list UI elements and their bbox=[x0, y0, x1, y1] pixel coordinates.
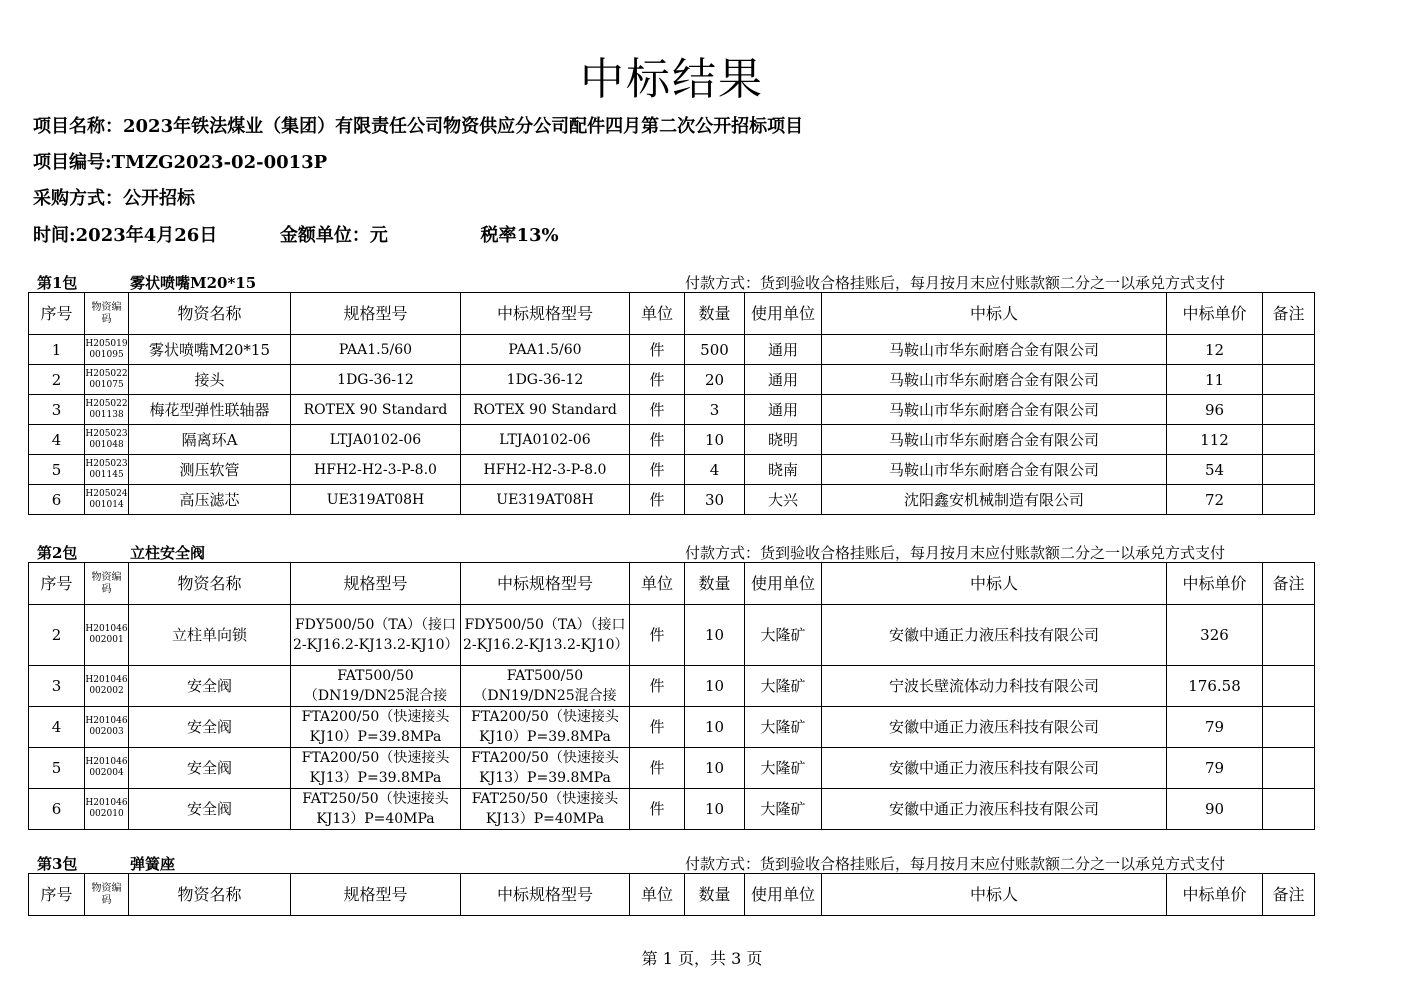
cell-material-name: 高压滤芯 bbox=[129, 485, 291, 515]
cell-unit: 件 bbox=[630, 365, 685, 395]
cell-material-code: H205022 001075 bbox=[85, 365, 129, 395]
table-header-row bbox=[29, 563, 1315, 605]
cell-spec: FAT250/50（快速接头KJ13）P=40MPa bbox=[291, 789, 461, 830]
column-header-award-spec: 中标规格型号 bbox=[461, 563, 630, 605]
cell-award-spec: 1DG-36-12 bbox=[461, 365, 630, 395]
column-header-quantity: 数量 bbox=[685, 293, 745, 335]
column-header-winner: 中标人 bbox=[822, 293, 1167, 335]
cell-award-spec: LTJA0102-06 bbox=[461, 425, 630, 455]
cell-unit-price: 12 bbox=[1167, 335, 1263, 365]
cell-winner: 马鞍山市华东耐磨合金有限公司 bbox=[822, 425, 1167, 455]
cell-unit-price: 326 bbox=[1167, 605, 1263, 666]
package-header bbox=[28, 273, 1314, 293]
cell-remark bbox=[1263, 365, 1315, 395]
project-code: 项目编号:TMZG2023-02-0013P bbox=[33, 152, 328, 173]
cell-unit: 件 bbox=[630, 605, 685, 666]
column-header-using-unit: 使用单位 bbox=[745, 874, 822, 916]
cell-winner: 宁波长壁流体动力科技有限公司 bbox=[822, 666, 1167, 707]
cell-winner: 沈阳鑫安机械制造有限公司 bbox=[822, 485, 1167, 515]
project-name: 项目名称：2023年铁法煤业（集团）有限责任公司物资供应分公司配件四月第二次公开招标项目 bbox=[33, 116, 804, 137]
cell-quantity: 3 bbox=[685, 395, 745, 425]
column-header-material-code: 物资编码 bbox=[85, 293, 129, 335]
cell-material-name: 梅花型弹性联轴器 bbox=[129, 395, 291, 425]
cell-remark bbox=[1263, 748, 1315, 789]
column-header-using-unit: 使用单位 bbox=[745, 563, 822, 605]
cell-seq: 4 bbox=[29, 707, 85, 748]
payment-terms: 付款方式：货到验收合格挂账后，每月按月末应付账款额二分之一以承兑方式支付 bbox=[685, 855, 1226, 873]
date-line bbox=[33, 224, 559, 248]
cell-unit-price: 79 bbox=[1167, 707, 1263, 748]
cell-using-unit: 晓南 bbox=[745, 455, 822, 485]
cell-remark bbox=[1263, 605, 1315, 666]
cell-material-name: 安全阀 bbox=[129, 707, 291, 748]
cell-seq: 2 bbox=[29, 365, 85, 395]
column-header-quantity: 数量 bbox=[685, 874, 745, 916]
cell-award-spec: UE319AT08H bbox=[461, 485, 630, 515]
table-header-row bbox=[29, 874, 1315, 916]
cell-quantity: 10 bbox=[685, 666, 745, 707]
cell-material-code: H201046 002004 bbox=[85, 748, 129, 789]
package-name: 立柱安全阀 bbox=[130, 544, 206, 562]
package-table bbox=[28, 873, 1315, 916]
column-header-unit: 单位 bbox=[630, 293, 685, 335]
cell-winner: 安徽中通正力液压科技有限公司 bbox=[822, 748, 1167, 789]
cell-unit-price: 90 bbox=[1167, 789, 1263, 830]
table-row bbox=[29, 365, 1315, 395]
table-row bbox=[29, 748, 1315, 789]
cell-unit-price: 11 bbox=[1167, 365, 1263, 395]
cell-unit-price: 176.58 bbox=[1167, 666, 1263, 707]
column-header-winner: 中标人 bbox=[822, 563, 1167, 605]
cell-using-unit: 大隆矿 bbox=[745, 789, 822, 830]
package-number: 第1包 bbox=[37, 274, 78, 292]
cell-quantity: 10 bbox=[685, 605, 745, 666]
cell-unit: 件 bbox=[630, 455, 685, 485]
cell-unit-price: 72 bbox=[1167, 485, 1263, 515]
cell-using-unit: 大隆矿 bbox=[745, 666, 822, 707]
cell-unit: 件 bbox=[630, 335, 685, 365]
cell-spec: FTA200/50（快速接头KJ13）P=39.8MPa bbox=[291, 748, 461, 789]
package-number: 第3包 bbox=[37, 855, 78, 873]
table-row bbox=[29, 789, 1315, 830]
cell-quantity: 30 bbox=[685, 485, 745, 515]
table-header-row bbox=[29, 293, 1315, 335]
cell-award-spec: FDY500/50（TA）（接口2-KJ16.2-KJ13.2-KJ10） bbox=[461, 605, 630, 666]
cell-using-unit: 晓明 bbox=[745, 425, 822, 455]
column-header-material-name: 物资名称 bbox=[129, 293, 291, 335]
column-header-unit: 单位 bbox=[630, 563, 685, 605]
cell-material-name: 安全阀 bbox=[129, 748, 291, 789]
column-header-quantity: 数量 bbox=[685, 563, 745, 605]
table-row bbox=[29, 605, 1315, 666]
cell-material-name: 安全阀 bbox=[129, 789, 291, 830]
cell-material-code: H205019 001095 bbox=[85, 335, 129, 365]
cell-using-unit: 大隆矿 bbox=[745, 605, 822, 666]
package-table bbox=[28, 562, 1315, 830]
cell-unit: 件 bbox=[630, 789, 685, 830]
cell-remark bbox=[1263, 666, 1315, 707]
cell-remark bbox=[1263, 455, 1315, 485]
column-header-award-spec: 中标规格型号 bbox=[461, 293, 630, 335]
table-row bbox=[29, 707, 1315, 748]
cell-winner: 安徽中通正力液压科技有限公司 bbox=[822, 707, 1167, 748]
cell-material-code: H201046 002002 bbox=[85, 666, 129, 707]
cell-material-name: 雾状喷嘴M20*15 bbox=[129, 335, 291, 365]
cell-unit: 件 bbox=[630, 395, 685, 425]
cell-award-spec: FAT250/50（快速接头KJ13）P=40MPa bbox=[461, 789, 630, 830]
column-header-material-name: 物资名称 bbox=[129, 874, 291, 916]
cell-seq: 2 bbox=[29, 605, 85, 666]
package-name: 弹簧座 bbox=[130, 855, 176, 873]
cell-using-unit: 大隆矿 bbox=[745, 748, 822, 789]
column-header-material-code: 物资编码 bbox=[85, 563, 129, 605]
tax-rate: 税率13% bbox=[480, 225, 559, 246]
column-header-using-unit: 使用单位 bbox=[745, 293, 822, 335]
column-header-unit-price: 中标单价 bbox=[1167, 874, 1263, 916]
column-header-unit-price: 中标单价 bbox=[1167, 293, 1263, 335]
table-row bbox=[29, 395, 1315, 425]
cell-quantity: 10 bbox=[685, 425, 745, 455]
cell-using-unit: 通用 bbox=[745, 365, 822, 395]
cell-spec: PAA1.5/60 bbox=[291, 335, 461, 365]
package-number: 第2包 bbox=[37, 544, 78, 562]
currency-unit: 金额单位：元 bbox=[279, 225, 388, 246]
cell-winner: 马鞍山市华东耐磨合金有限公司 bbox=[822, 455, 1167, 485]
column-header-material-code: 物资编码 bbox=[85, 874, 129, 916]
cell-winner: 马鞍山市华东耐磨合金有限公司 bbox=[822, 335, 1167, 365]
cell-winner: 马鞍山市华东耐磨合金有限公司 bbox=[822, 365, 1167, 395]
cell-seq: 6 bbox=[29, 789, 85, 830]
cell-seq: 3 bbox=[29, 395, 85, 425]
cell-spec: FAT500/50（DN19/DN25混合接 bbox=[291, 666, 461, 707]
cell-remark bbox=[1263, 485, 1315, 515]
cell-material-name: 隔离环A bbox=[129, 425, 291, 455]
cell-award-spec: FTA200/50（快速接头KJ13）P=39.8MPa bbox=[461, 748, 630, 789]
column-header-unit: 单位 bbox=[630, 874, 685, 916]
cell-material-name: 立柱单向锁 bbox=[129, 605, 291, 666]
cell-unit-price: 96 bbox=[1167, 395, 1263, 425]
cell-unit: 件 bbox=[630, 485, 685, 515]
cell-material-code: H205022 001138 bbox=[85, 395, 129, 425]
column-header-remark: 备注 bbox=[1263, 874, 1315, 916]
payment-terms: 付款方式：货到验收合格挂账后，每月按月末应付账款额二分之一以承兑方式支付 bbox=[685, 544, 1226, 562]
cell-material-name: 安全阀 bbox=[129, 666, 291, 707]
page-footer: 第 1 页，共 3 页 bbox=[641, 949, 763, 968]
package-name: 雾状喷嘴M20*15 bbox=[130, 274, 257, 292]
cell-using-unit: 通用 bbox=[745, 395, 822, 425]
cell-unit: 件 bbox=[630, 425, 685, 455]
cell-quantity: 20 bbox=[685, 365, 745, 395]
cell-unit-price: 79 bbox=[1167, 748, 1263, 789]
cell-award-spec: FTA200/50（快速接头KJ10）P=39.8MPa bbox=[461, 707, 630, 748]
column-header-remark: 备注 bbox=[1263, 293, 1315, 335]
cell-spec: FDY500/50（TA）（接口2-KJ16.2-KJ13.2-KJ10） bbox=[291, 605, 461, 666]
cell-seq: 5 bbox=[29, 748, 85, 789]
table-row bbox=[29, 666, 1315, 707]
table-row bbox=[29, 485, 1315, 515]
column-header-seq: 序号 bbox=[29, 293, 85, 335]
cell-quantity: 4 bbox=[685, 455, 745, 485]
cell-award-spec: HFH2-H2-3-P-8.0 bbox=[461, 455, 630, 485]
cell-seq: 4 bbox=[29, 425, 85, 455]
column-header-seq: 序号 bbox=[29, 874, 85, 916]
cell-seq: 1 bbox=[29, 335, 85, 365]
cell-quantity: 10 bbox=[685, 748, 745, 789]
column-header-seq: 序号 bbox=[29, 563, 85, 605]
cell-seq: 3 bbox=[29, 666, 85, 707]
column-header-spec: 规格型号 bbox=[291, 563, 461, 605]
cell-spec: HFH2-H2-3-P-8.0 bbox=[291, 455, 461, 485]
cell-remark bbox=[1263, 707, 1315, 748]
table-row bbox=[29, 335, 1315, 365]
cell-unit: 件 bbox=[630, 707, 685, 748]
cell-remark bbox=[1263, 789, 1315, 830]
cell-quantity: 500 bbox=[685, 335, 745, 365]
cell-spec: UE319AT08H bbox=[291, 485, 461, 515]
column-header-material-name: 物资名称 bbox=[129, 563, 291, 605]
cell-seq: 5 bbox=[29, 455, 85, 485]
package-header bbox=[28, 543, 1314, 563]
cell-spec: 1DG-36-12 bbox=[291, 365, 461, 395]
cell-using-unit: 大隆矿 bbox=[745, 707, 822, 748]
cell-award-spec: FAT500/50（DN19/DN25混合接 bbox=[461, 666, 630, 707]
column-header-unit-price: 中标单价 bbox=[1167, 563, 1263, 605]
cell-award-spec: ROTEX 90 Standard bbox=[461, 395, 630, 425]
cell-remark bbox=[1263, 425, 1315, 455]
package-table bbox=[28, 292, 1315, 515]
table-row bbox=[29, 455, 1315, 485]
cell-unit-price: 54 bbox=[1167, 455, 1263, 485]
cell-unit-price: 112 bbox=[1167, 425, 1263, 455]
cell-spec: LTJA0102-06 bbox=[291, 425, 461, 455]
cell-using-unit: 大兴 bbox=[745, 485, 822, 515]
column-header-spec: 规格型号 bbox=[291, 874, 461, 916]
cell-material-code: H205023 001048 bbox=[85, 425, 129, 455]
column-header-award-spec: 中标规格型号 bbox=[461, 874, 630, 916]
cell-material-name: 接头 bbox=[129, 365, 291, 395]
column-header-winner: 中标人 bbox=[822, 874, 1167, 916]
cell-material-code: H205023 001145 bbox=[85, 455, 129, 485]
cell-unit: 件 bbox=[630, 666, 685, 707]
cell-award-spec: PAA1.5/60 bbox=[461, 335, 630, 365]
cell-material-name: 测压软管 bbox=[129, 455, 291, 485]
cell-winner: 安徽中通正力液压科技有限公司 bbox=[822, 605, 1167, 666]
cell-quantity: 10 bbox=[685, 707, 745, 748]
cell-material-code: H201046 002010 bbox=[85, 789, 129, 830]
date: 时间:2023年4月26日 bbox=[33, 225, 218, 246]
cell-spec: FTA200/50（快速接头KJ10）P=39.8MPa bbox=[291, 707, 461, 748]
column-header-remark: 备注 bbox=[1263, 563, 1315, 605]
cell-remark bbox=[1263, 395, 1315, 425]
cell-material-code: H201046 002001 bbox=[85, 605, 129, 666]
table-row bbox=[29, 425, 1315, 455]
procurement-method: 采购方式：公开招标 bbox=[33, 188, 195, 209]
cell-material-code: H205024 001014 bbox=[85, 485, 129, 515]
cell-unit: 件 bbox=[630, 748, 685, 789]
cell-material-code: H201046 002003 bbox=[85, 707, 129, 748]
cell-quantity: 10 bbox=[685, 789, 745, 830]
package-header bbox=[28, 854, 1314, 874]
cell-spec: ROTEX 90 Standard bbox=[291, 395, 461, 425]
cell-seq: 6 bbox=[29, 485, 85, 515]
document-title: 中标结果 bbox=[580, 54, 764, 105]
cell-remark bbox=[1263, 335, 1315, 365]
cell-using-unit: 通用 bbox=[745, 335, 822, 365]
cell-winner: 马鞍山市华东耐磨合金有限公司 bbox=[822, 395, 1167, 425]
column-header-spec: 规格型号 bbox=[291, 293, 461, 335]
payment-terms: 付款方式：货到验收合格挂账后，每月按月末应付账款额二分之一以承兑方式支付 bbox=[685, 274, 1226, 292]
cell-winner: 安徽中通正力液压科技有限公司 bbox=[822, 789, 1167, 830]
